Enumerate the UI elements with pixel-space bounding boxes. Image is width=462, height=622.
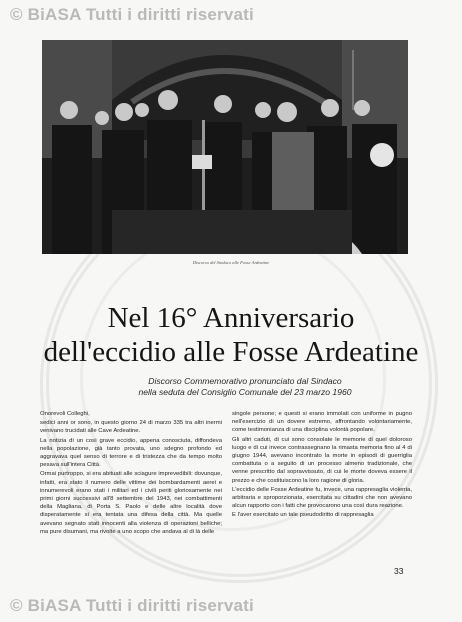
paragraph: Ormai purtroppo, si era abituati alle sciagure imprevedibili: dovunque, infatti, era stato il numero delle vittime dei bombardamenti aerei e innumerevoli erano stati i militari ed i civili periti gloriosamente nei primi giorni successivi all'8 settembre del 1943, nei combattimenti della Magliana, di Porta S. Paolo e delle altre località dove disperatamente si era tentata una difesa della città. Ma quelle avevano segnato stati innocenti alla violenza di operazioni belliche; ma pure disumani, ma rivolte a uno scopo che andava al di là delle	[40, 471, 222, 535]
paragraph: singole persone; e questi si erano immolati con uniforme in pugno nell'esercizio di un dovere estremo, affrontando volontariamente, come testimonianza di una disciplina volontà popolare.	[232, 411, 412, 434]
paragraph: La notizia di un così grave eccidio, appena conosciuta, diffondeva nella popolazione, già tanto provata, uno sdegno profondo ed aggravava quel senso di terrore e di tristezza che da tempo molto pesava sull'intera Città.	[40, 437, 222, 469]
salutation: Onorevoli Colleghi,	[40, 411, 90, 417]
paragraph: E l'aver esercitato un tale pseudodiritto di rappresaglia	[232, 512, 374, 519]
headline-line-1: Nel 16° Anniversario	[107, 302, 355, 334]
text-column-left	[40, 410, 222, 537]
subheadline-line-1: Discorso Commemorativo pronunciato dal Sindaco	[148, 376, 342, 386]
photo-image	[42, 40, 408, 254]
photo-caption: Discorso del Sindaco alle Fosse Ardeatine	[192, 260, 270, 265]
text-column-right	[232, 410, 412, 521]
subheadline	[110, 376, 380, 398]
watermark-bottom: © BiASA Tutti i diritti riservati	[10, 596, 254, 615]
paragraph: L'eccidio delle Fosse Ardeatine fu, invece, una rappresaglia violenta, arbitraria e sproporzionata, esercitata su cittadini che non avevano alcun rapporto con i fatti che provocarono una così dura reazione.	[232, 486, 412, 510]
paragraph: Gli altri caduti, di cui sono consolate le memorie di quel doloroso luogo e di cui invece contrassegnano la rimasta memoria fino al 4 di giugno 1944, avevano incontrato la morte in episodi di guerriglia combattuta o a seguito di un processo almeno tradizionale, che venne prescritto dal sopravvissuto, di cui le morte doveva essere il prezzo e che costituiscono la loro ragione di gloria.	[232, 436, 412, 484]
watermark-top: © BiASA Tutti i diritti riservati	[10, 5, 254, 24]
photo	[42, 40, 408, 254]
headline-line-2: dell'eccidio alle Fosse Ardeatine	[43, 336, 419, 368]
subheadline-line-2: nella seduta del Consiglio Comunale del 23 marzo 1960	[138, 387, 352, 397]
page-number: 33	[394, 566, 404, 576]
paragraph: sedici anni or sono, in questo giorno 24 di marzo 335 tra altri inermi venivano trucidati alle Cave Ardeatine.	[40, 420, 222, 435]
